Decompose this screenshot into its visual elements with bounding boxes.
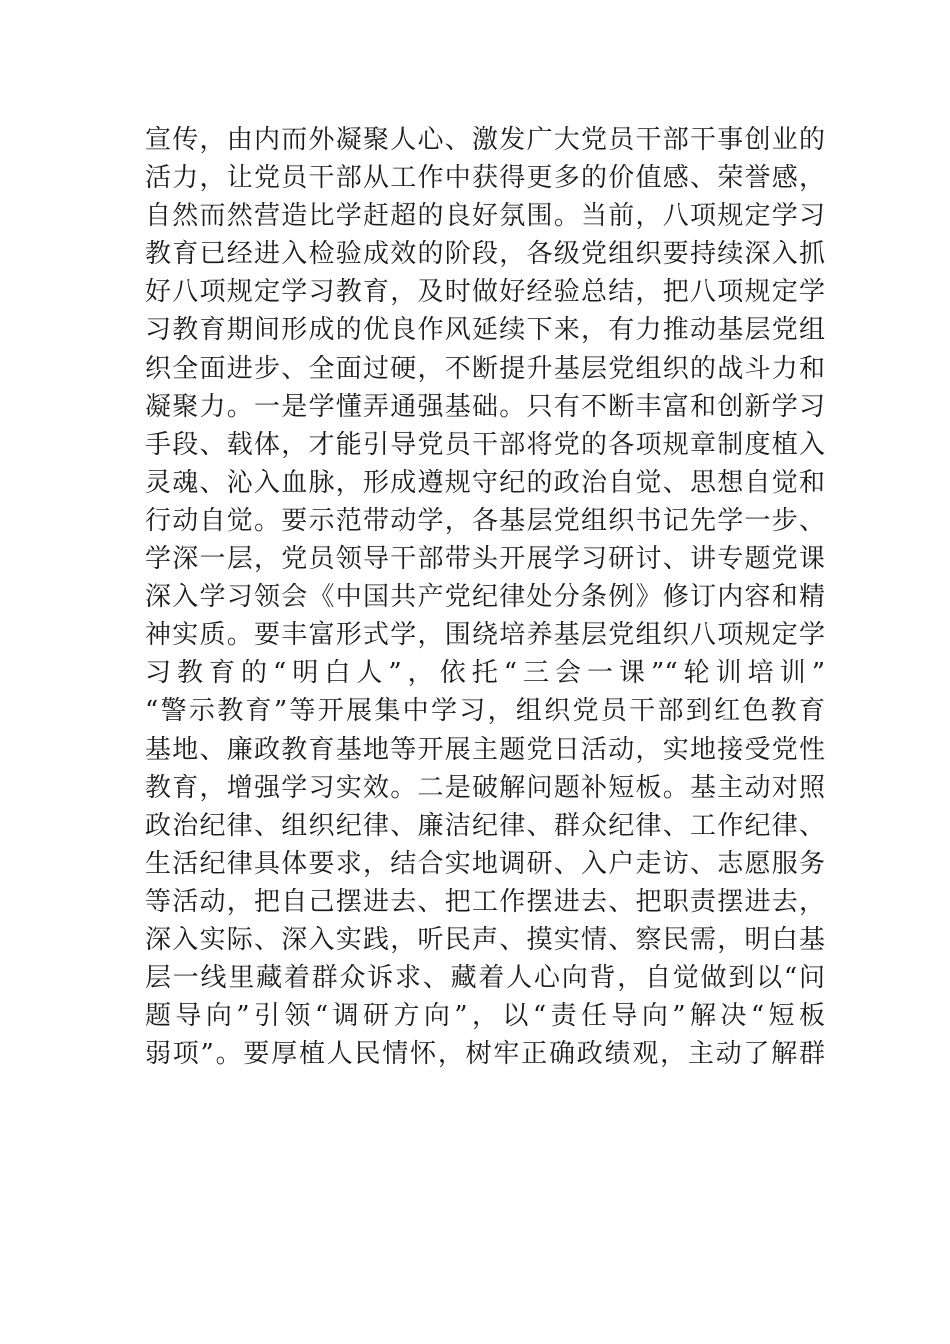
text-line: 手段、载体，才能引导党员干部将党的各项规章制度植入 <box>145 429 825 460</box>
text-line: 弱项”。要厚植人民情怀，树牢正确政绩观，主动了解群 <box>145 1039 825 1070</box>
text-line: 行动自觉。要示范带动学，各基层党组织书记先学一步、 <box>145 505 825 536</box>
text-line: 习教育期间形成的优良作风延续下来，有力推动基层党组 <box>145 315 825 346</box>
text-line: 教育已经进入检验成效的阶段，各级党组织要持续深入抓 <box>145 239 825 270</box>
text-line: 政治纪律、组织纪律、廉洁纪律、群众纪律、工作纪律、 <box>145 810 825 841</box>
text-line: 学深一层，党员领导干部带头开展学习研讨、讲专题党课 <box>145 544 825 575</box>
text-line: 织全面进步、全面过硬，不断提升基层党组织的战斗力和 <box>145 353 825 384</box>
text-line: 深入实际、深入实践，听民声、摸实情、察民需，明白基 <box>145 924 825 955</box>
text-line: 深入学习领会《中国共产党纪律处分条例》修订内容和精 <box>145 582 825 613</box>
text-line: 神实质。要丰富形式学，围绕培养基层党组织八项规定学 <box>145 620 825 651</box>
text-line: 层一线里藏着群众诉求、藏着人心向背，自觉做到以“问 <box>145 963 825 994</box>
text-line: 题导向”引领“调研方向”，以“责任导向”解决“短板 <box>145 1001 825 1032</box>
text-line: 生活纪律具体要求，结合实地调研、入户走访、志愿服务 <box>145 848 825 879</box>
text-line: 等活动，把自己摆进去、把工作摆进去、把职责摆进去， <box>145 886 825 917</box>
text-line: 宣传，由内而外凝聚人心、激发广大党员干部干事创业的 <box>145 125 825 155</box>
text-line: 自然而然营造比学赶超的良好氛围。当前，八项规定学习 <box>145 201 825 232</box>
text-line: 活力，让党员干部从工作中获得更多的价值感、荣誉感， <box>145 163 825 194</box>
text-line: “警示教育”等开展集中学习，组织党员干部到红色教育 <box>145 696 825 727</box>
text-line: 基地、廉政教育基地等开展主题党日活动，实地接受党性 <box>145 734 825 765</box>
text-line: 好八项规定学习教育，及时做好经验总结，把八项规定学 <box>145 277 825 308</box>
text-line: 教育，增强学习实效。二是破解问题补短板。基主动对照 <box>145 772 825 803</box>
body-paragraph <box>145 121 825 1073</box>
text-line: 灵魂、沁入血脉，形成遵规守纪的政治自觉、思想自觉和 <box>145 467 825 498</box>
text-line: 凝聚力。一是学懂弄通强基础。只有不断丰富和创新学习 <box>145 391 825 422</box>
text-line: 习教育的“明白人”，依托“三会一课”“轮训培训” <box>145 658 825 689</box>
